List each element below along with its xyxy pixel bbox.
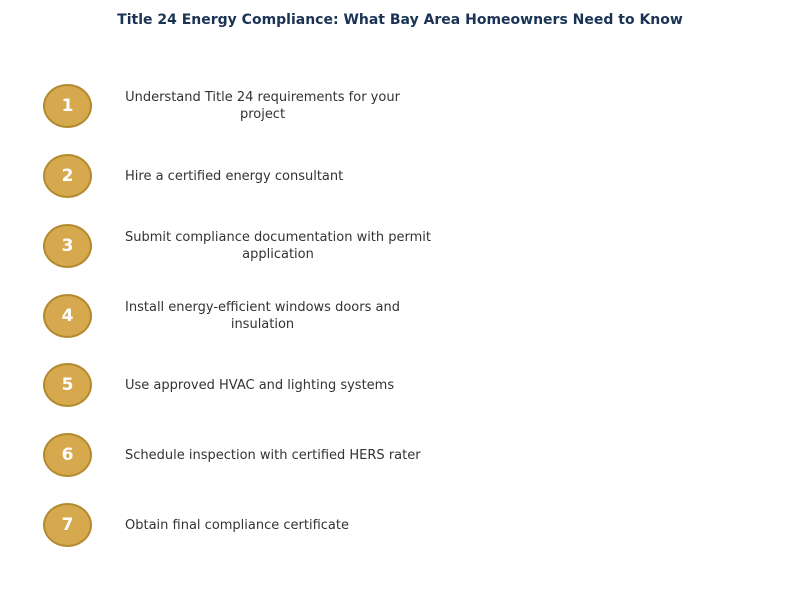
step-number-badge: 1 [43, 84, 92, 128]
step-label: Submit compliance documentation with permit application [125, 230, 432, 262]
step-number-badge: 2 [43, 154, 92, 198]
step-label: Schedule inspection with certified HERS rater [125, 447, 421, 463]
step-number-badge: 5 [43, 363, 92, 407]
step-number-badge: 3 [43, 224, 92, 268]
step-label: Use approved HVAC and lighting systems [125, 377, 395, 393]
step-1 [0, 84, 800, 128]
step-4 [0, 294, 800, 338]
step-6 [0, 433, 800, 477]
step-label: Hire a certified energy consultant [125, 168, 344, 184]
step-2 [0, 154, 800, 198]
step-number-badge: 6 [43, 433, 92, 477]
step-number-badge: 4 [43, 294, 92, 338]
diagram-title: Title 24 Energy Compliance: What Bay Area Homeowners Need to Know [117, 12, 683, 28]
step-label: Obtain final compliance certificate [125, 517, 349, 533]
step-label: Install energy-efficient windows doors and insulation [125, 300, 400, 332]
step-label: Understand Title 24 requirements for your project [125, 90, 400, 122]
step-5 [0, 363, 800, 407]
step-3 [0, 224, 800, 268]
step-7 [0, 503, 800, 547]
step-number-badge: 7 [43, 503, 92, 547]
